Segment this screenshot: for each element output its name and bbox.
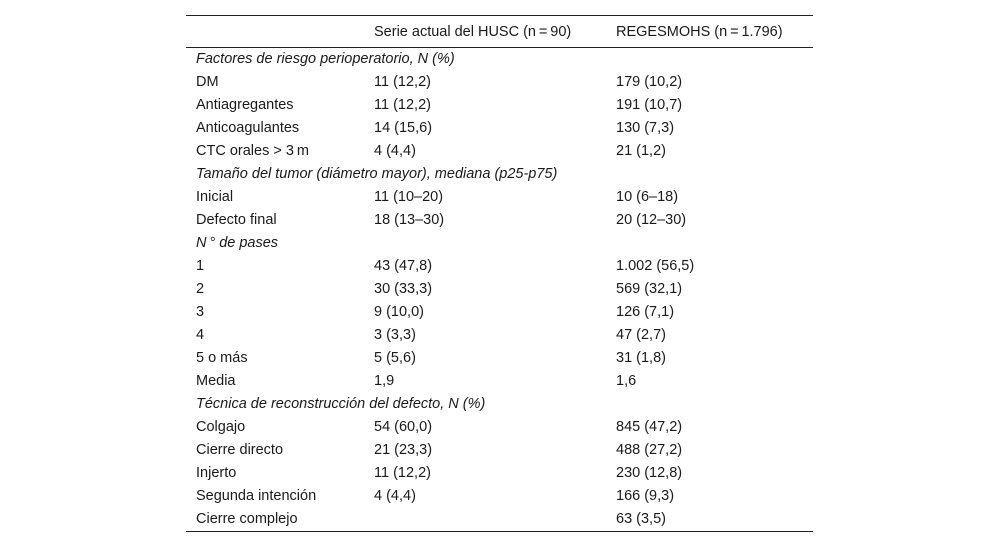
husc-value: 3 (3,3) [374,327,416,343]
regesmohs-value: 130 (7,3) [616,120,675,136]
husc-value: 30 (33,3) [374,281,433,297]
table-header-row [186,16,813,47]
row-label: Antiagregantes [196,97,294,113]
row-label: Injerto [196,465,237,481]
section-header-row [186,393,813,416]
table-row [186,301,813,324]
table-row [186,209,813,232]
table-row [186,416,813,439]
husc-value: 5 (5,6) [374,350,416,366]
section-label: N ° de pases [196,235,279,251]
table-row [186,324,813,347]
row-label: Cierre directo [196,442,284,458]
table-row [186,117,813,140]
table-row [186,462,813,485]
regesmohs-value: 1.002 (56,5) [616,258,695,274]
section-header-row [186,48,813,71]
husc-value: 43 (47,8) [374,258,433,274]
row-label: Defecto final [196,212,277,228]
section-header-row [186,232,813,255]
husc-value: 11 (12,2) [374,465,431,481]
regesmohs-value: 191 (10,7) [616,97,683,113]
husc-value: 14 (15,6) [374,120,433,136]
row-label: Inicial [196,189,234,205]
table-body [186,48,813,531]
husc-value: 1,9 [374,373,395,389]
table-row [186,485,813,508]
table-row [186,370,813,393]
husc-value: 11 (10–20) [374,189,444,205]
regesmohs-value: 20 (12–30) [616,212,687,228]
regesmohs-value: 31 (1,8) [616,350,666,366]
bottom-rule [186,531,813,532]
table-row [186,140,813,163]
row-label: Anticoagulantes [196,120,300,136]
regesmohs-value: 179 (10,2) [616,74,683,90]
regesmohs-value: 488 (27,2) [616,442,683,458]
husc-value: 11 (12,2) [374,97,431,113]
table-row [186,94,813,117]
regesmohs-value: 845 (47,2) [616,419,683,435]
regesmohs-value: 10 (6–18) [616,189,679,205]
regesmohs-value: 569 (32,1) [616,281,683,297]
husc-value: 18 (13–30) [374,212,445,228]
table-row [186,347,813,370]
section-label: Factores de riesgo perioperatorio, N (%) [196,51,455,67]
husc-value: 11 (12,2) [374,74,431,90]
row-label: Media [196,373,236,389]
husc-value: 4 (4,4) [374,143,416,159]
regesmohs-value: 21 (1,2) [616,143,666,159]
regesmohs-value: 47 (2,7) [616,327,666,343]
row-label: 4 [196,327,205,343]
regesmohs-value: 230 (12,8) [616,465,683,481]
table-row [186,255,813,278]
regesmohs-value: 63 (3,5) [616,511,666,527]
table-row [186,278,813,301]
section-header-row [186,163,813,186]
table-row [186,186,813,209]
section-label: Tamaño del tumor (diámetro mayor), mediana (p25-p75) [196,166,558,182]
table-row [186,439,813,462]
header-col-husc: Serie actual del HUSC (n = 90) [374,24,572,40]
regesmohs-value: 126 (7,1) [616,304,675,320]
row-label: 3 [196,304,205,320]
husc-value: 9 (10,0) [374,304,424,320]
row-label: Cierre complejo [196,511,298,527]
husc-value: 21 (23,3) [374,442,433,458]
husc-value: 54 (60,0) [374,419,433,435]
row-label: DM [196,74,219,90]
table-row [186,508,813,531]
row-label: Segunda intención [196,488,317,504]
husc-value: 4 (4,4) [374,488,416,504]
row-label: CTC orales > 3 m [196,143,309,159]
row-label: 2 [196,281,205,297]
header-col-regesmohs: REGESMOHS (n = 1.796) [616,24,783,40]
row-label: 1 [196,258,205,274]
table-row [186,71,813,94]
regesmohs-value: 166 (9,3) [616,488,675,504]
regesmohs-value: 1,6 [616,373,637,389]
data-table [186,15,813,532]
section-label: Técnica de reconstrucción del defecto, N (%) [196,396,486,412]
row-label: 5 o más [196,350,248,366]
row-label: Colgajo [196,419,246,435]
